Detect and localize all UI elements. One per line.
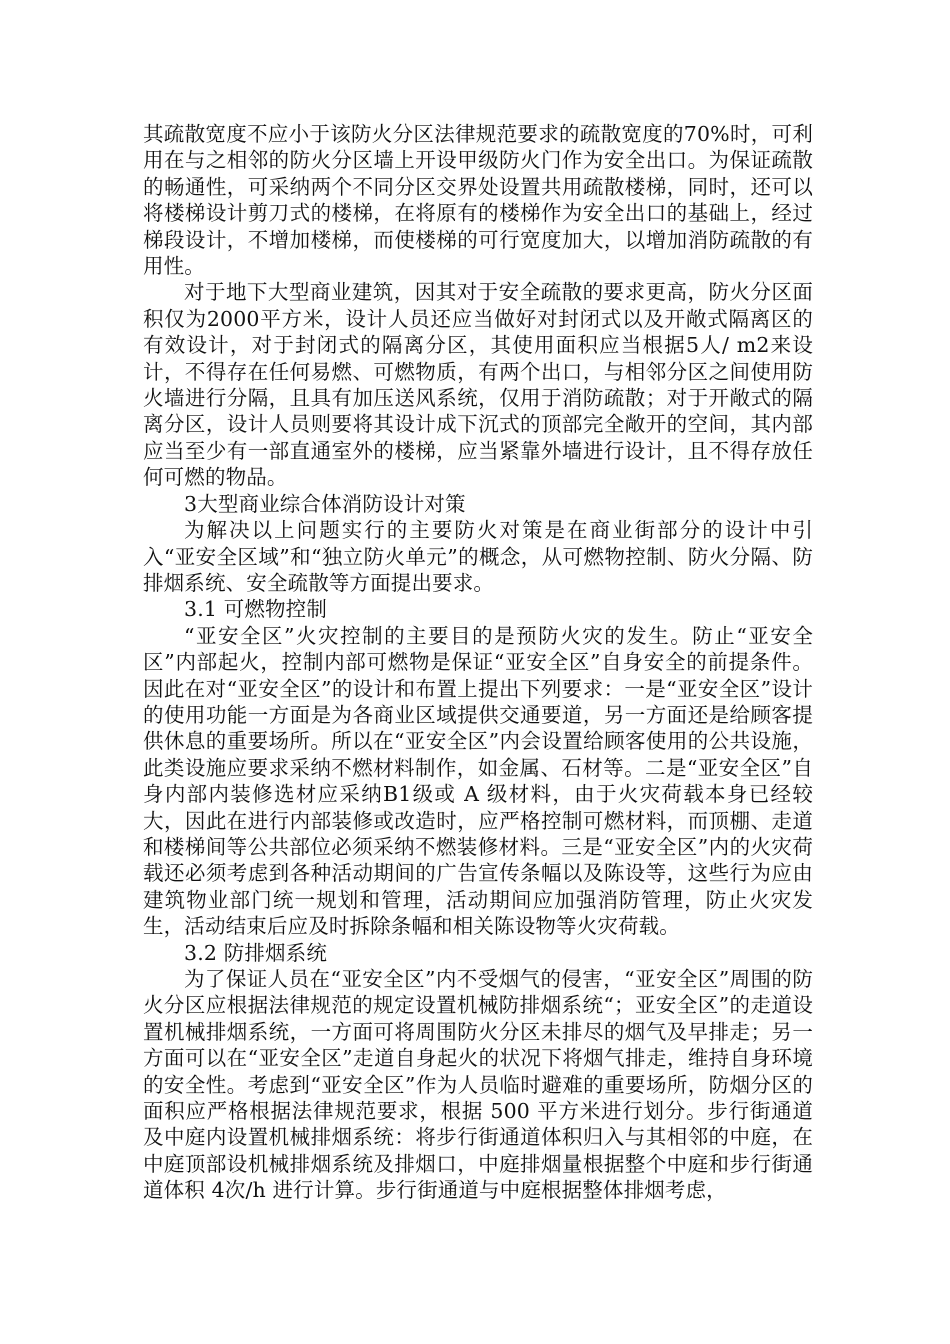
- paragraph-combustible-control: “亚安全区”火灾控制的主要目的是预防火灾的发生。防止“亚安全区”内部起火，控制内部可燃物是保证“亚安全区”自身安全的前提条件。因此在对“亚安全区”的设计和布置上提出下列要求：一是“亚安全区”设计的使用功能一方面是为各商业区域提供交通要道，另一方面还是给顾客提供休息的重要场所。所以在“亚安全区”内会设置给顾客使用的公共设施，此类设施应要求采纳不燃材料制作，如金属、石材等。二是“亚安全区”自身内部内装修选材应采纳B1级或 A 级材料，由于火灾荷载本身已经较大，因此在进行内部装修或改造时，应严格控制可燃材料，而顶棚、走道和楼梯间等公共部位必须采纳不燃装修材料。三是“亚安全区”内的火灾荷载还必须考虑到各种活动期间的广告宣传条幅以及陈设等，这些行为应由建筑物业部门统一规划和管理，活动期间应加强消防管理，防止火灾发生，活动结束后应及时拆除条幅和相关陈设物等火灾荷载。: [143, 623, 813, 939]
- document-body: [143, 121, 813, 1204]
- paragraph-fire-strategy: 为解决以上问题实行的主要防火对策是在商业街部分的设计中引入“亚安全区域”和“独立防火单元”的概念，从可燃物控制、防火分隔、防排烟系统、安全疏散等方面提出要求。: [143, 518, 813, 595]
- paragraph-underground-commercial: 对于地下大型商业建筑，因其对于安全疏散的要求更高，防火分区面积仅为2000平方米，设计人员还应当做好对封闭式以及开敞式隔离区的有效设计，对于封闭式的隔离分区，其使用面积应当根据5人/ m2来设计，不得存在任何易燃、可燃物质，有两个出口，与相邻分区之间使用防火墙进行分隔，且具有加压送风系统，仅用于消防疏散；对于开敞式的隔离分区，设计人员则要将其设计成下沉式的顶部完全敞开的空间，其内部应当至少有一部直通室外的楼梯，应当紧靠外墙进行设计，且不得存放任何可燃的物品。: [143, 280, 813, 490]
- section-heading-3-2: 3.2 防排烟系统: [184, 940, 327, 965]
- section-heading-3-1: 3.1 可燃物控制: [184, 597, 327, 622]
- paragraph-continued: 其疏散宽度不应小于该防火分区法律规范要求的疏散宽度的70%时，可利用在与之相邻的防火分区墙上开设甲级防火门作为安全出口。为保证疏散的畅通性，可采纳两个不同分区交界处设置共用疏散楼梯，同时，还可以将楼梯设计剪刀式的楼梯，在将原有的楼梯作为安全出口的基础上，经过梯段设计，不增加楼梯，而使楼梯的可行宽度加大，以增加消防疏散的有用性。: [143, 122, 813, 279]
- paragraph-smoke-control: 为了保证人员在“亚安全区”内不受烟气的侵害，“亚安全区”周围的防火分区应根据法律规范的规定设置机械防排烟系统“；亚安全区”的走道设置机械排烟系统，一方面可将周围防火分区未排尽的烟气及早排走；另一方面可以在“亚安全区”走道自身起火的状况下将烟气排走，维持自身环境的安全性。考虑到“亚安全区”作为人员临时避难的重要场所，防烟分区的面积应严格根据法律规范要求，根据 500 平方米进行划分。步行街通道及中庭内设置机械排烟系统：将步行街通道体积归入与其相邻的中庭，在中庭顶部设机械排烟系统及排烟口，中庭排烟量根据整个中庭和步行街通道体积 4次/h 进行计算。步行街通道与中庭根据整体排烟考虑，: [143, 967, 813, 1203]
- section-heading-3: 3大型商业综合体消防设计对策: [184, 491, 466, 516]
